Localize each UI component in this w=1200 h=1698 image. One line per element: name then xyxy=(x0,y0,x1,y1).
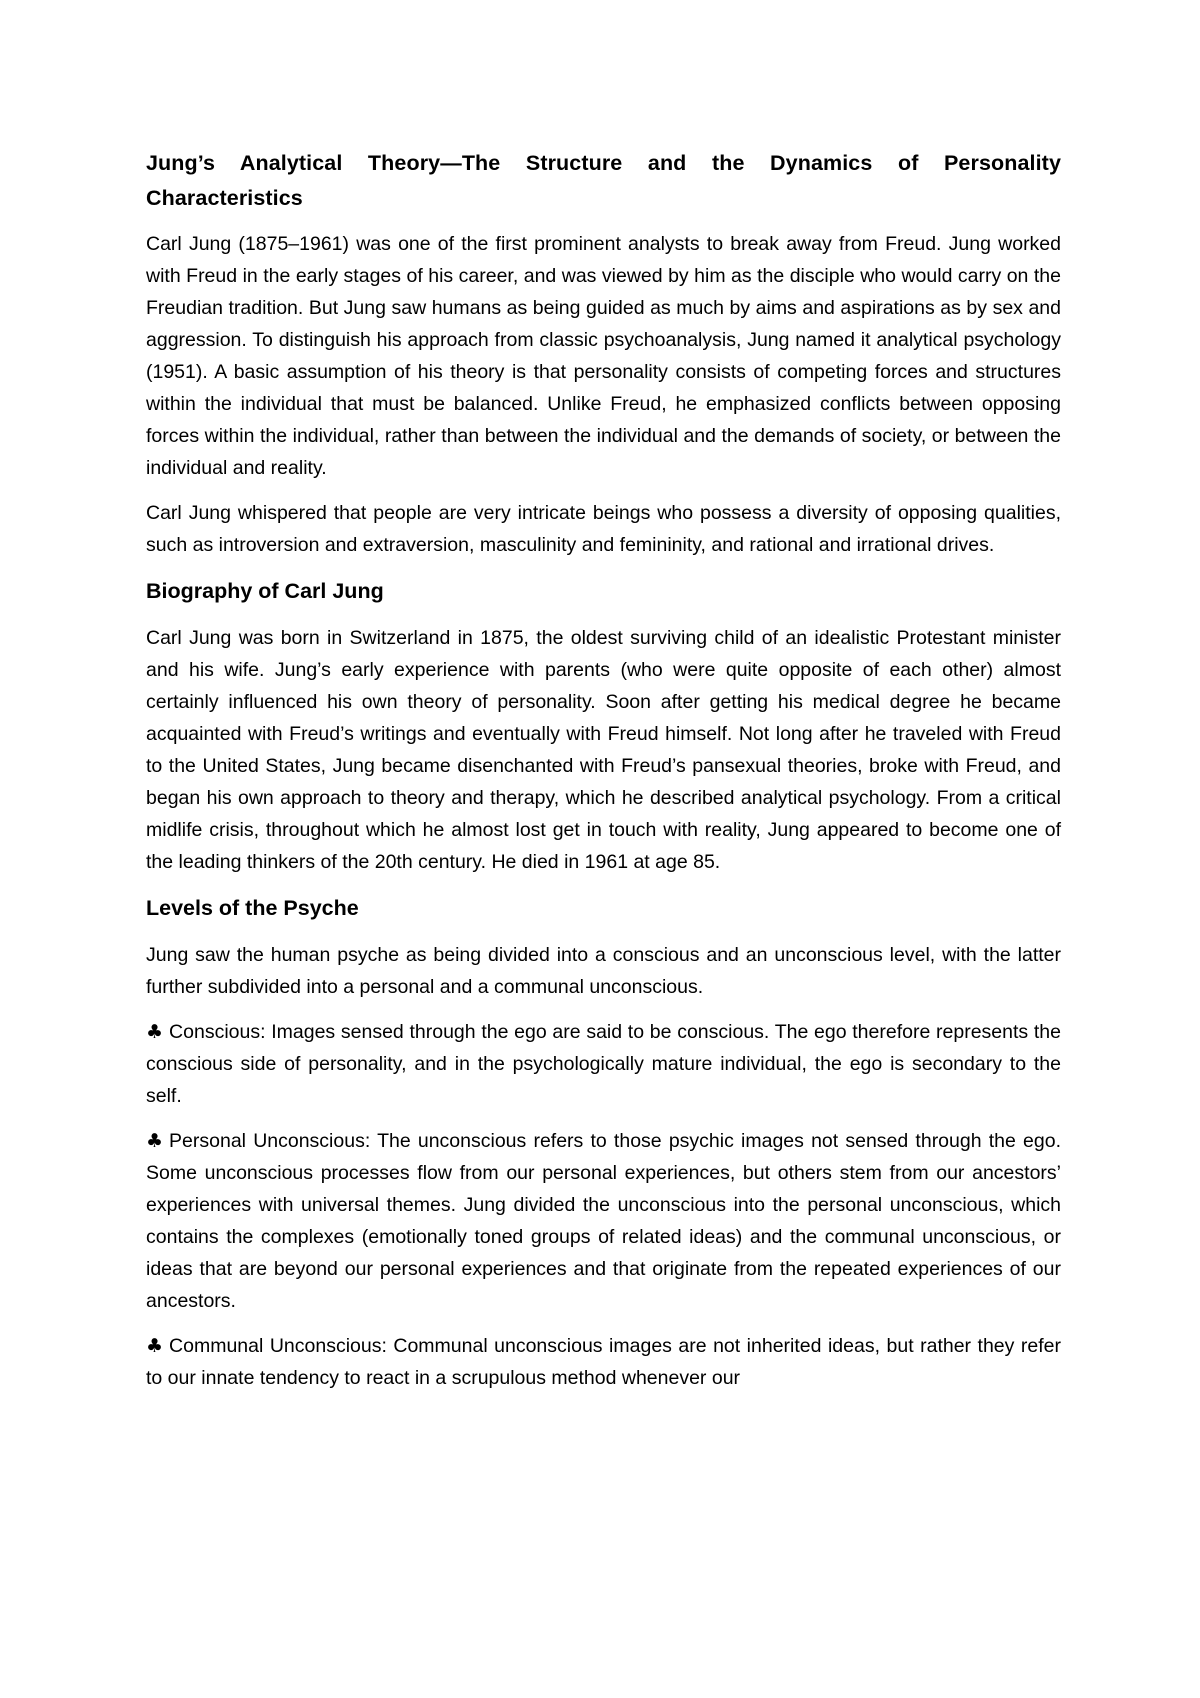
biography-paragraph: Carl Jung was born in Switzerland in 1875, the oldest surviving child of an idealistic Protestant minister and his wife. Jung’s early experience with parents (who were quite opposite of each other) almost certainly influenced his own theory of personality. Soon after getting his medical degree he became acquainted with Freud’s writings and eventually with Freud himself. Not long after he traveled with Freud to the United States, Jung became disenchanted with Freud’s pansexual theories, broke with Freud, and began his own approach to theory and therapy, which he described analytical psychology. From a critical midlife crisis, throughout which he almost lost get in touch with reality, Jung appeared to become one of the leading thinkers of the 20th century. He died in 1961 at age 85. xyxy=(146,627,1061,873)
bullet-personal-unconscious-text: Personal Unconscious: The unconscious refers to those psychic images not sensed through the ego. Some unconscious processes flow from our personal experiences, but others stem from our ancestors’ experiences with universal themes. Jung divided the unconscious into the personal unconscious, which contains the complexes (emotionally toned groups of related ideas) and the communal unconscious, or ideas that are beyond our personal experiences and that originate from the repeated experiences of our ancestors. xyxy=(146,1130,1061,1312)
bullet-personal-unconscious xyxy=(146,1125,1061,1317)
biography-heading: Biography of Carl Jung xyxy=(146,579,384,603)
levels-heading: Levels of the Psyche xyxy=(146,896,359,920)
bullet-conscious xyxy=(146,1016,1061,1112)
club-bullet-icon: ♣ xyxy=(146,1130,164,1152)
club-bullet-icon: ♣ xyxy=(146,1021,164,1043)
intro-paragraph-1: Carl Jung (1875–1961) was one of the first prominent analysts to break away from Freud. Jung worked with Freud in the early stages of his career, and was viewed by him as the disciple who would carry on the Freudian tradition. But Jung saw humans as being guided as much by aims and aspirations as by sex and aggression. To distinguish his approach from classic psychoanalysis, Jung named it analytical psychology (1951). A basic assumption of his theory is that personality consists of competing forces and structures within the individual that must be balanced. Unlike Freud, he emphasized conflicts between opposing forces within the individual, rather than between the individual and the demands of society, or between the individual and reality. xyxy=(146,233,1061,479)
bullet-communal-unconscious-text: Communal Unconscious: Communal unconscious images are not inherited ideas, but rather they refer to our innate tendency to react in a scrupulous method whenever our xyxy=(146,1335,1061,1389)
bullet-communal-unconscious xyxy=(146,1330,1061,1394)
document-page xyxy=(146,146,1061,1407)
levels-intro-paragraph: Jung saw the human psyche as being divided into a conscious and an unconscious level, with the latter further subdivided into a personal and a communal unconscious. xyxy=(146,944,1061,998)
intro-paragraph-2: Carl Jung whispered that people are very intricate beings who possess a diversity of opposing qualities, such as introversion and extraversion, masculinity and femininity, and rational and irrational drives. xyxy=(146,502,1061,556)
club-bullet-icon: ♣ xyxy=(146,1335,164,1357)
bullet-conscious-text: Conscious: Images sensed through the ego are said to be conscious. The ego therefore represents the conscious side of personality, and in the psychologically mature individual, the ego is secondary to the self. xyxy=(146,1021,1061,1107)
document-title: Jung’s Analytical Theory—The Structure and the Dynamics of Personality Characteristics xyxy=(146,151,1061,210)
